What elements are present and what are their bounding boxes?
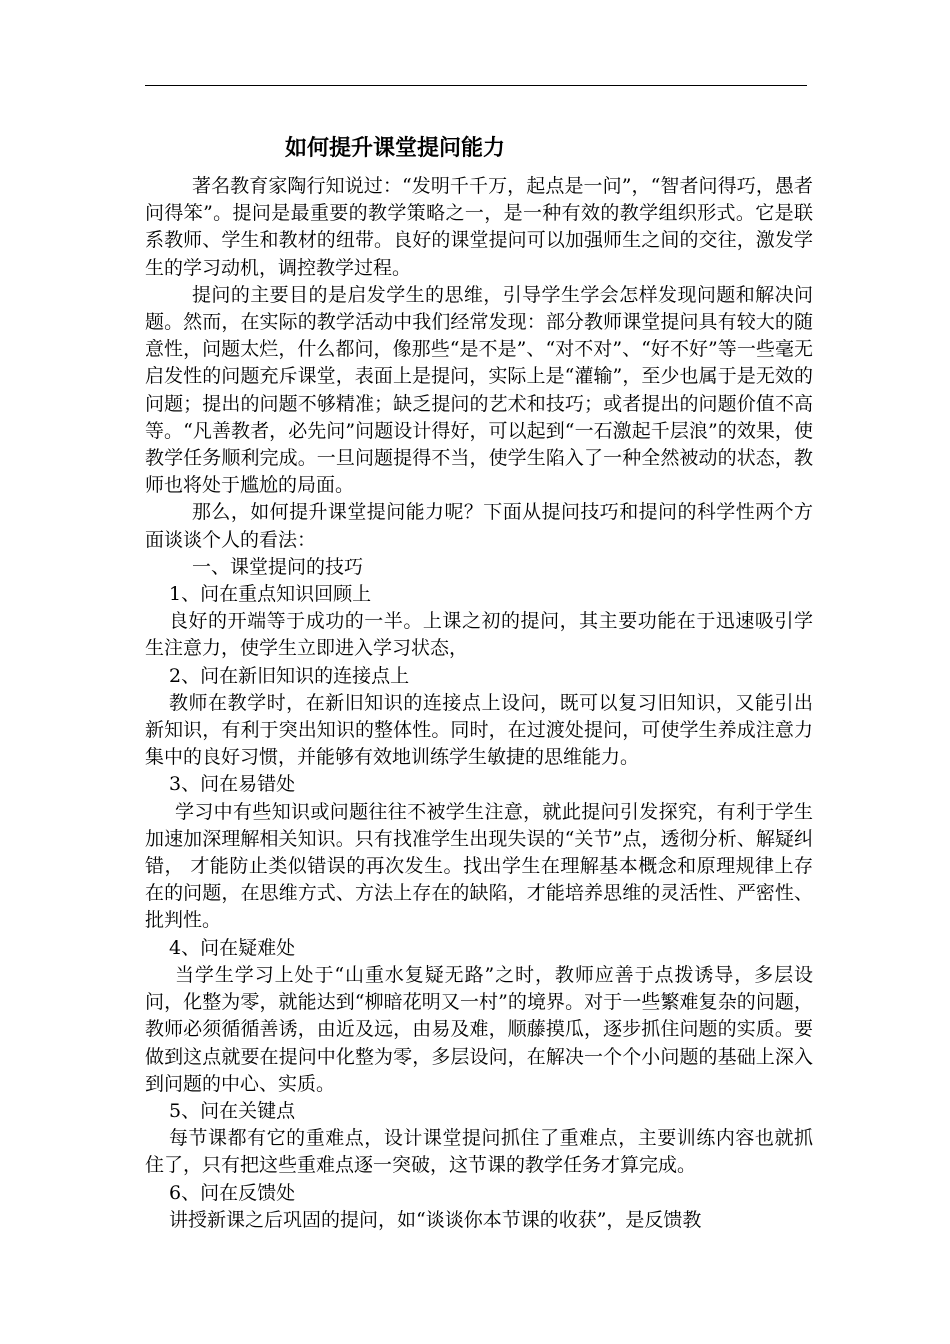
paragraph-5: 每节课都有它的重难点，设计课堂提问抓住了重难点，主要训练内容也就抓住了，只有把这些重难点逐一突破，这节课的教学任务才算完成。 xyxy=(145,1127,813,1177)
subheading-5: 5、问在关键点 xyxy=(169,1099,296,1122)
paragraph-transition: 那么，如何提升课堂提问能力呢？下面从提问技巧和提问的科学性两个方面谈谈个人的看法： xyxy=(145,501,813,551)
paragraph-1: 良好的开端等于成功的一半。上课之初的提问，其主要功能在于迅速吸引学生注意力，使学生立即进入学习状态， xyxy=(145,610,813,660)
paragraph-intro: 著名教育家陶行知说过：“发明千千万，起点是一问”，“智者问得巧，愚者问得笨”。提问是最重要的教学策略之一，是一种有效的教学组织形式。它是联系教师、学生和教材的纽带。良好的课堂提问可以加强师生之间的交往，激发学生的学习动机，调控教学过程。 xyxy=(145,175,813,279)
section-heading-1: 一、课堂提问的技巧 xyxy=(192,555,364,578)
paragraph-3: 学习中有些知识或问题往往不被学生注意，就此提问引发探究，有利于学生加速加深理解相关知识。只有找准学生出现失误的“关节”点，透彻分析、解疑纠错， 才能防止类似错误的再次发生。找出学生在理解基本概念和原理规律上存在的问题，在思维方式、方法上存在的缺陷，才能培养思维的灵活性、严密性、批判性。 xyxy=(145,800,813,932)
subheading-2: 2、问在新旧知识的连接点上 xyxy=(169,664,410,687)
paragraph-purpose: 提问的主要目的是启发学生的思维，引导学生学会怎样发现问题和解决问题。然而，在实际的教学活动中我们经常发现：部分教师课堂提问具有较大的随意性，问题太烂，什么都问，像那些“是不是”、“对不对”、“好不好”等一些毫无启发性的问题充斥课堂，表面上是提问，实际上是“灌输”，至少也属于是无效的问题；提出的问题不够精准；缺乏提问的艺术和技巧；或者提出的问题价值不高等。“凡善教者，必先问”问题设计得好，可以起到“一石激起千层浪”的效果，使教学任务顺利完成。一旦问题提得不当，使学生陷入了一种全然被动的状态，教师也将处于尴尬的局面。 xyxy=(145,283,813,497)
subheading-4: 4、问在疑难处 xyxy=(169,936,296,959)
document-title: 如何提升课堂提问能力 xyxy=(285,136,506,161)
header-rule xyxy=(145,85,807,86)
document-body xyxy=(145,173,813,1234)
subheading-3: 3、问在易错处 xyxy=(169,773,296,796)
subheading-1: 1、问在重点知识回顾上 xyxy=(169,583,372,606)
subheading-6: 6、问在反馈处 xyxy=(169,1181,296,1204)
paragraph-4: 当学生学习上处于“山重水复疑无路”之时，教师应善于点拨诱导，多层设问，化整为零，就能达到“柳暗花明又一村”的境界。对于一些繁难复杂的问题，教师必须循循善诱，由近及远，由易及难，顺藤摸瓜，逐步抓住问题的实质。要做到这点就要在提问中化整为零，多层设问，在解决一个个小问题的基础上深入到问题的中心、实质。 xyxy=(145,963,813,1095)
paragraph-2: 教师在教学时，在新旧知识的连接点上设问，既可以复习旧知识，又能引出新知识，有利于突出知识的整体性。同时，在过渡处提问，可使学生养成注意力集中的良好习惯，并能够有效地训练学生敏捷的思维能力。 xyxy=(145,691,813,769)
paragraph-6: 讲授新课之后巩固的提问，如“谈谈你本节课的收获”，是反馈教 xyxy=(169,1208,702,1231)
